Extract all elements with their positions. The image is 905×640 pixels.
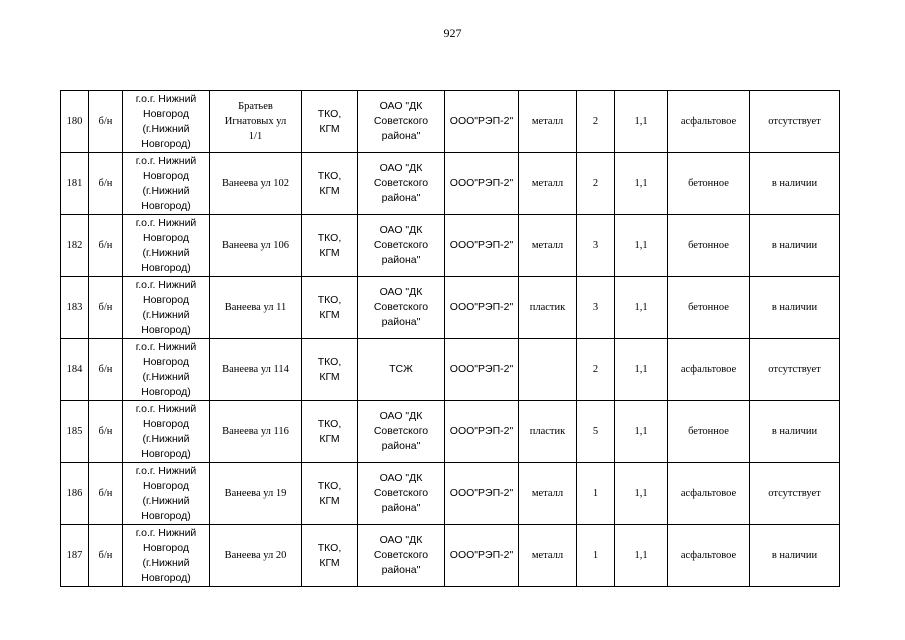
- cell-owner-line: Советского: [373, 425, 429, 437]
- cell-number: 180: [61, 91, 89, 153]
- cell-volume: 1,1: [615, 525, 668, 587]
- cell-number: 185: [61, 401, 89, 463]
- cell-material: пластик: [519, 277, 577, 339]
- cell-owner-line: района": [381, 192, 421, 204]
- cell-bn: б/н: [89, 91, 123, 153]
- cell-surface: асфальтовое: [668, 91, 750, 153]
- cell-municipality-line: (г.Нижний: [142, 122, 190, 135]
- cell-waste-type-line: КГМ: [319, 432, 340, 445]
- cell-municipality-line: Новгород): [141, 323, 191, 336]
- cell-volume: 1,1: [615, 277, 668, 339]
- cell-owner-line: района": [381, 130, 421, 142]
- cell-owner-line: ОАО "ДК: [379, 100, 423, 112]
- registry-table: [60, 90, 840, 587]
- cell-municipality-line: г.о.г. Нижний: [135, 340, 197, 353]
- cell-municipality-line: (г.Нижний: [142, 494, 190, 507]
- cell-fence: в наличии: [750, 215, 840, 277]
- cell-address-line: Ванеева ул 106: [221, 240, 290, 251]
- cell-owner-line: Советского: [373, 487, 429, 499]
- cell-material: металл: [519, 463, 577, 525]
- cell-address-line: Ванеева ул 19: [224, 488, 287, 499]
- cell-owner-line: района": [381, 502, 421, 514]
- cell-waste-type: [302, 463, 358, 525]
- cell-municipality-line: (г.Нижний: [142, 308, 190, 321]
- cell-waste-type-line: КГМ: [319, 122, 340, 135]
- cell-waste-type: [302, 215, 358, 277]
- cell-bn: б/н: [89, 215, 123, 277]
- cell-waste-type-line: ТКО,: [317, 169, 342, 182]
- cell-waste-type: [302, 277, 358, 339]
- table-row: [61, 339, 840, 401]
- cell-municipality-line: (г.Нижний: [142, 556, 190, 569]
- cell-container-count: 1: [577, 525, 615, 587]
- table-row: [61, 463, 840, 525]
- cell-municipality-line: (г.Нижний: [142, 184, 190, 197]
- cell-surface: бетонное: [668, 401, 750, 463]
- cell-waste-type: [302, 525, 358, 587]
- cell-waste-type: [302, 153, 358, 215]
- cell-container-count: 5: [577, 401, 615, 463]
- cell-material: металл: [519, 525, 577, 587]
- cell-address-line: Игнатовых ул: [224, 116, 287, 127]
- cell-waste-type-line: КГМ: [319, 370, 340, 383]
- cell-municipality-line: Новгород): [141, 509, 191, 522]
- cell-surface: бетонное: [668, 153, 750, 215]
- cell-container-count: 1: [577, 463, 615, 525]
- cell-material: металл: [519, 91, 577, 153]
- cell-owner-line: Советского: [373, 177, 429, 189]
- cell-owner-line: Советского: [373, 301, 429, 313]
- cell-bn: б/н: [89, 153, 123, 215]
- table-row: [61, 401, 840, 463]
- cell-municipality: [123, 463, 210, 525]
- cell-owner: [358, 91, 445, 153]
- cell-waste-type-line: ТКО,: [317, 107, 342, 120]
- cell-municipality-line: (г.Нижний: [142, 432, 190, 445]
- cell-owner: [358, 401, 445, 463]
- cell-volume: 1,1: [615, 401, 668, 463]
- cell-fence: отсутствует: [750, 339, 840, 401]
- cell-municipality-line: Новгород: [142, 479, 189, 492]
- cell-municipality-line: Новгород: [142, 355, 189, 368]
- cell-municipality-line: г.о.г. Нижний: [135, 526, 197, 539]
- cell-waste-type-line: КГМ: [319, 556, 340, 569]
- cell-bn: б/н: [89, 525, 123, 587]
- cell-owner-line: ОАО "ДК: [379, 224, 423, 236]
- cell-fence: в наличии: [750, 277, 840, 339]
- cell-material: [519, 339, 577, 401]
- cell-municipality-line: г.о.г. Нижний: [135, 92, 197, 105]
- cell-number: 182: [61, 215, 89, 277]
- cell-owner: [358, 525, 445, 587]
- cell-owner: [358, 463, 445, 525]
- cell-bn: б/н: [89, 277, 123, 339]
- cell-waste-type: [302, 401, 358, 463]
- cell-material: металл: [519, 215, 577, 277]
- cell-fence: отсутствует: [750, 91, 840, 153]
- cell-address-line: Ванеева ул 116: [222, 426, 289, 437]
- cell-waste-type-line: ТКО,: [317, 541, 342, 554]
- cell-operator: ООО"РЭП-2": [445, 91, 519, 153]
- cell-volume: 1,1: [615, 91, 668, 153]
- cell-address: [210, 153, 302, 215]
- cell-address: [210, 401, 302, 463]
- cell-municipality: [123, 153, 210, 215]
- cell-operator: ООО"РЭП-2": [445, 339, 519, 401]
- cell-municipality: [123, 401, 210, 463]
- cell-volume: 1,1: [615, 339, 668, 401]
- cell-municipality-line: г.о.г. Нижний: [135, 278, 197, 291]
- cell-number: 186: [61, 463, 89, 525]
- cell-fence: отсутствует: [750, 463, 840, 525]
- cell-waste-type-line: ТКО,: [317, 231, 342, 244]
- cell-owner-line: Советского: [373, 549, 429, 561]
- cell-waste-type-line: ТКО,: [317, 417, 342, 430]
- cell-waste-type-line: ТКО,: [317, 355, 342, 368]
- cell-address: [210, 91, 302, 153]
- cell-waste-type-line: КГМ: [319, 308, 340, 321]
- cell-fence: в наличии: [750, 525, 840, 587]
- table-row: [61, 91, 840, 153]
- cell-container-count: 2: [577, 339, 615, 401]
- cell-surface: асфальтовое: [668, 525, 750, 587]
- cell-waste-type-line: ТКО,: [317, 479, 342, 492]
- cell-owner-line: района": [381, 254, 421, 266]
- cell-municipality-line: Новгород): [141, 385, 191, 398]
- cell-municipality-line: г.о.г. Нижний: [135, 154, 197, 167]
- cell-operator: ООО"РЭП-2": [445, 215, 519, 277]
- cell-owner-line: ОАО "ДК: [379, 410, 423, 422]
- cell-operator: ООО"РЭП-2": [445, 153, 519, 215]
- cell-municipality-line: Новгород): [141, 199, 191, 212]
- cell-owner: [358, 277, 445, 339]
- cell-surface: асфальтовое: [668, 339, 750, 401]
- cell-municipality-line: г.о.г. Нижний: [135, 216, 197, 229]
- cell-address-line: Ванеева ул 11: [224, 302, 287, 313]
- cell-waste-type-line: КГМ: [319, 246, 340, 259]
- cell-municipality-line: Новгород: [142, 293, 189, 306]
- cell-owner-line: ОАО "ДК: [379, 162, 423, 174]
- cell-municipality-line: Новгород): [141, 137, 191, 150]
- cell-municipality-line: Новгород): [141, 261, 191, 274]
- cell-address: [210, 277, 302, 339]
- cell-address: [210, 215, 302, 277]
- cell-address-line: Ванеева ул 114: [222, 364, 289, 375]
- cell-container-count: 2: [577, 91, 615, 153]
- cell-bn: б/н: [89, 401, 123, 463]
- cell-operator: ООО"РЭП-2": [445, 277, 519, 339]
- cell-address: [210, 339, 302, 401]
- cell-municipality-line: Новгород: [142, 107, 189, 120]
- cell-volume: 1,1: [615, 215, 668, 277]
- cell-municipality-line: Новгород): [141, 571, 191, 584]
- cell-owner-line: Советского: [373, 115, 429, 127]
- cell-owner-line: района": [381, 440, 421, 452]
- cell-municipality-line: Новгород: [142, 541, 189, 554]
- cell-fence: в наличии: [750, 401, 840, 463]
- table-row: [61, 525, 840, 587]
- cell-volume: 1,1: [615, 463, 668, 525]
- cell-address-line: Братьев: [238, 101, 273, 112]
- cell-surface: асфальтовое: [668, 463, 750, 525]
- cell-municipality-line: Новгород: [142, 417, 189, 430]
- cell-municipality-line: Новгород: [142, 231, 189, 244]
- cell-number: 187: [61, 525, 89, 587]
- cell-owner-line: района": [381, 564, 421, 576]
- cell-owner-line: ОАО "ДК: [379, 534, 423, 546]
- cell-municipality: [123, 215, 210, 277]
- cell-owner-line: района": [381, 316, 421, 328]
- cell-operator: ООО"РЭП-2": [445, 401, 519, 463]
- cell-municipality-line: г.о.г. Нижний: [135, 464, 197, 477]
- cell-bn: б/н: [89, 463, 123, 525]
- cell-surface: бетонное: [668, 277, 750, 339]
- cell-owner: [358, 153, 445, 215]
- cell-container-count: 3: [577, 215, 615, 277]
- cell-waste-type-line: ТКО,: [317, 293, 342, 306]
- cell-bn: б/н: [89, 339, 123, 401]
- cell-municipality: [123, 339, 210, 401]
- cell-address-line: Ванеева ул 102: [221, 178, 290, 189]
- cell-municipality-line: г.о.г. Нижний: [135, 402, 197, 415]
- cell-material: пластик: [519, 401, 577, 463]
- cell-container-count: 2: [577, 153, 615, 215]
- cell-owner-line: Советского: [373, 239, 429, 251]
- table-body: [61, 91, 840, 587]
- cell-owner-line: ОАО "ДК: [379, 286, 423, 298]
- cell-address-line: Ванеева ул 20: [224, 550, 287, 561]
- cell-owner: [358, 339, 445, 401]
- cell-waste-type: [302, 339, 358, 401]
- cell-operator: ООО"РЭП-2": [445, 463, 519, 525]
- table-row: [61, 277, 840, 339]
- cell-municipality-line: (г.Нижний: [142, 246, 190, 259]
- cell-owner-line: ОАО "ДК: [379, 472, 423, 484]
- cell-waste-type: [302, 91, 358, 153]
- cell-owner-line: ТСЖ: [389, 363, 413, 375]
- table-row: [61, 153, 840, 215]
- table-row: [61, 215, 840, 277]
- cell-container-count: 3: [577, 277, 615, 339]
- cell-municipality-line: (г.Нижний: [142, 370, 190, 383]
- cell-address: [210, 525, 302, 587]
- cell-municipality: [123, 525, 210, 587]
- cell-operator: ООО"РЭП-2": [445, 525, 519, 587]
- cell-address: [210, 463, 302, 525]
- cell-fence: в наличии: [750, 153, 840, 215]
- cell-number: 184: [61, 339, 89, 401]
- cell-volume: 1,1: [615, 153, 668, 215]
- cell-address-line: 1/1: [248, 131, 263, 142]
- cell-waste-type-line: КГМ: [319, 494, 340, 507]
- cell-municipality-line: Новгород): [141, 447, 191, 460]
- page-number: 927: [443, 26, 462, 40]
- cell-material: металл: [519, 153, 577, 215]
- cell-municipality: [123, 277, 210, 339]
- cell-number: 183: [61, 277, 89, 339]
- cell-municipality-line: Новгород: [142, 169, 189, 182]
- cell-waste-type-line: КГМ: [319, 184, 340, 197]
- cell-number: 181: [61, 153, 89, 215]
- cell-municipality: [123, 91, 210, 153]
- cell-owner: [358, 215, 445, 277]
- cell-surface: бетонное: [668, 215, 750, 277]
